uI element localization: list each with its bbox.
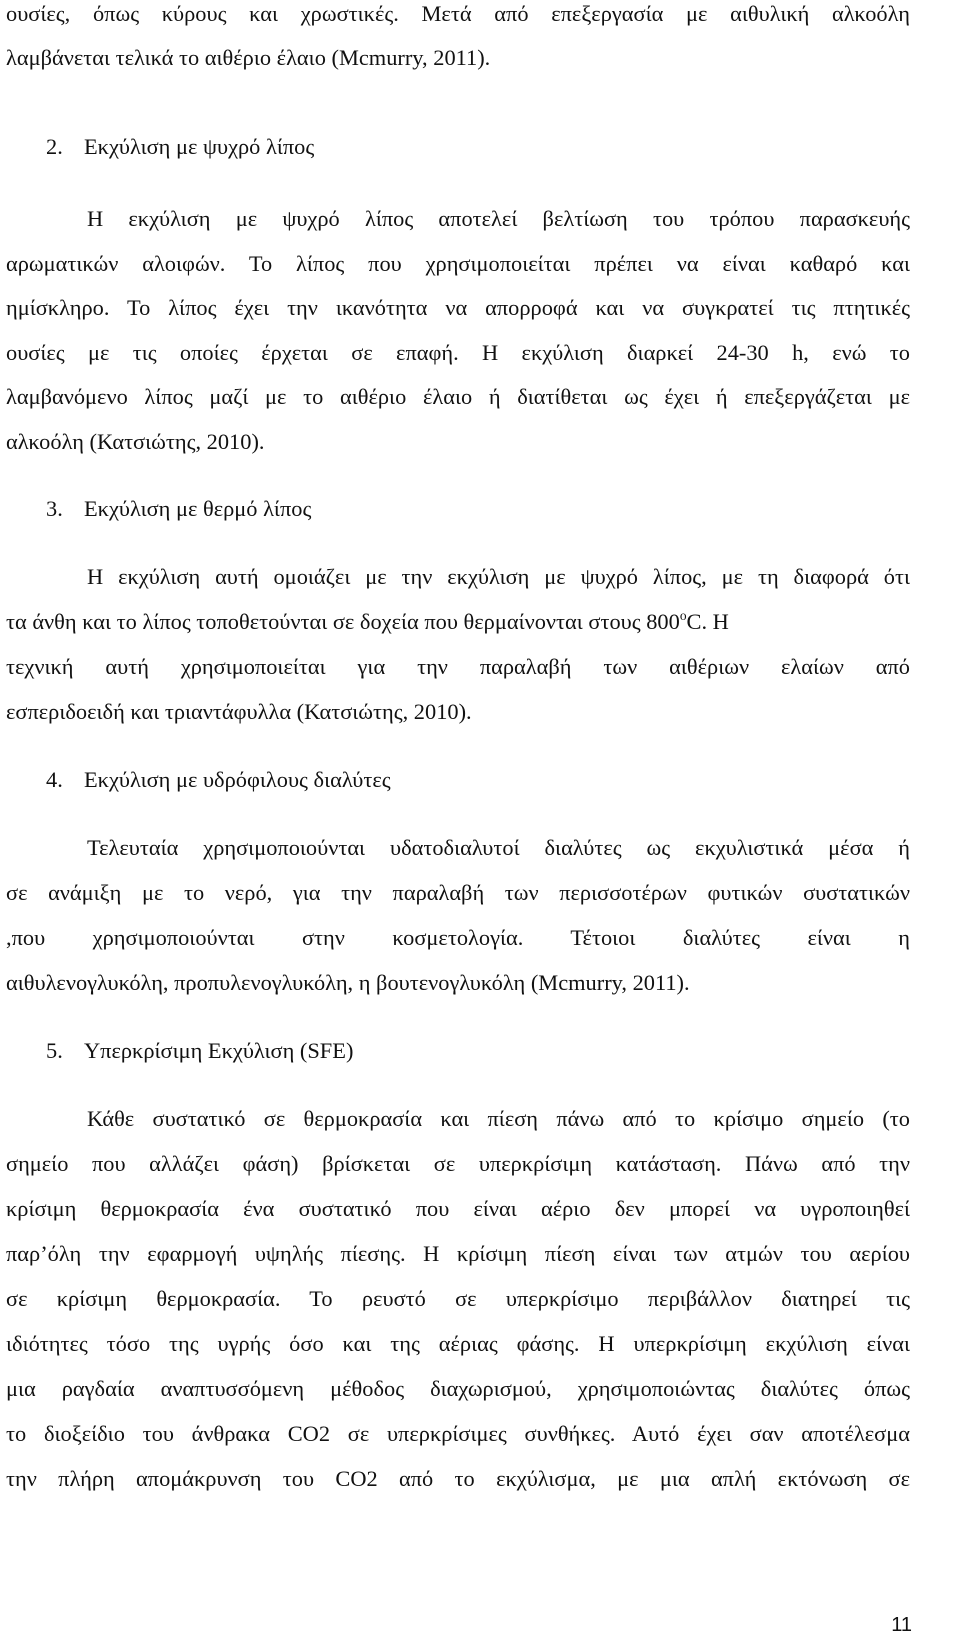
section-heading-5	[46, 1037, 353, 1065]
paragraph-line: Η εκχύλιση με ψυχρό λίπος αποτελεί βελτίωση του τρόπου παρασκευής	[87, 206, 910, 231]
paragraph-line: σε ανάμιξη με το νερό, για την παραλαβή των περισσοτέρων φυτικών συστατικών	[6, 880, 910, 905]
section-heading-2	[46, 133, 314, 161]
paragraph-line: Η εκχύλιση αυτή ομοιάζει με την εκχύλιση με ψυχρό λίπος, με τη διαφορά ότι	[87, 564, 910, 589]
paragraph-text: C. Η	[686, 609, 729, 634]
section-number: 3.	[46, 496, 63, 521]
paragraph-line-with-degree	[6, 608, 910, 636]
paragraph-line: λαμβανόμενο λίπος μαζί με το αιθέριο έλαιο ή διατίθεται ως έχει ή επεξεργάζεται με	[6, 384, 910, 409]
paragraph-line: ημίσκληρο. Το λίπος έχει την ικανότητα να απορροφά και να συγκρατεί τις πτητικές	[6, 295, 910, 320]
paragraph-line: κρίσιμη θερμοκρασία ένα συστατικό που είναι αέριο δεν μπορεί να υγροποιηθεί	[6, 1196, 910, 1221]
paragraph-line: εσπεριδοειδή και τριαντάφυλλα (Κατσιώτης, 2010).	[6, 699, 472, 724]
paragraph-line: ουσίες, όπως κύρους και χρωστικές. Μετά από επεξεργασία με αιθυλική αλκοόλη	[6, 1, 910, 26]
paragraph-line: μια ραγδαία αναπτυσσόμενη μέθοδος διαχωρισμού, χρησιμοποιώντας διαλύτες όπως	[6, 1376, 910, 1401]
paragraph-line: λαμβάνεται τελικά το αιθέριο έλαιο (Mcmurry, 2011).	[6, 45, 491, 70]
paragraph-line: παρ’όλη την εφαρμογή υψηλής πίεσης. Η κρίσιμη πίεση είναι των ατμών του αερίου	[6, 1241, 910, 1266]
degree-superscript: o	[679, 607, 687, 623]
paragraph-line: αρωματικών αλοιφών. Το λίπος που χρησιμοποιείται πρέπει να είναι καθαρό και	[6, 251, 910, 276]
section-number: 4.	[46, 767, 63, 792]
section-title: Εκχύλιση με θερμό λίπος	[84, 496, 312, 521]
paragraph-line: ιδιότητες τόσο της υγρής όσο και της αέριας φάσης. Η υπερκρίσιμη εκχύλιση είναι	[6, 1331, 910, 1356]
section-heading-3	[46, 495, 311, 523]
section-number: 2.	[46, 134, 63, 159]
paragraph-line: Κάθε συστατικό σε θερμοκρασία και πίεση πάνω από το κρίσιμο σημείο (το	[87, 1106, 910, 1131]
paragraph-line: αιθυλενογλυκόλη, προπυλενογλυκόλη, η βουτενογλυκόλη (Mcmurry, 2011).	[6, 970, 690, 995]
paragraph-line: ουσίες με τις οποίες έρχεται σε επαφή. Η εκχύλιση διαρκεί 24-30 h, ενώ το	[6, 340, 910, 365]
section-heading-4	[46, 766, 391, 794]
paragraph-line: σημείο που αλλάζει φάση) βρίσκεται σε υπερκρίσιμη κατάσταση. Πάνω από την	[6, 1151, 910, 1176]
paragraph-text: τα άνθη και το λίπος τοποθετούνται σε δοχεία που θερμαίνονται στους 800	[6, 609, 680, 634]
paragraph-line: τεχνική αυτή χρησιμοποιείται για την παραλαβή των αιθέριων ελαίων από	[6, 654, 910, 679]
paragraph-line: Τελευταία χρησιμοποιούνται υδατοδιαλυτοί διαλύτες ως εκχυλιστικά μέσα ή	[87, 835, 910, 860]
paragraph-line: την πλήρη απομάκρυνση του CO2 από το εκχύλισμα, με μια απλή εκτόνωση σε	[6, 1466, 910, 1491]
paragraph-line: σε κρίσιμη θερμοκρασία. Το ρευστό σε υπερκρίσιμο περιβάλλον διατηρεί τις	[6, 1286, 910, 1311]
paragraph-line: αλκοόλη (Κατσιώτης, 2010).	[6, 429, 265, 454]
section-number: 5.	[46, 1038, 63, 1063]
section-title: Υπερκρίσιμη Εκχύλιση (SFE)	[84, 1038, 354, 1063]
page-number: 11	[891, 1614, 912, 1636]
paragraph-line: ,που χρησιμοποιούνται στην κοσμετολογία. Τέτοιοι διαλύτες είναι η	[6, 925, 910, 950]
section-title: Εκχύλιση με ψυχρό λίπος	[84, 134, 315, 159]
section-title: Εκχύλιση με υδρόφιλους διαλύτες	[84, 767, 391, 792]
paragraph-line: το διοξείδιο του άνθρακα CO2 σε υπερκρίσιμες συνθήκες. Αυτό έχει σαν αποτέλεσμα	[6, 1421, 910, 1446]
